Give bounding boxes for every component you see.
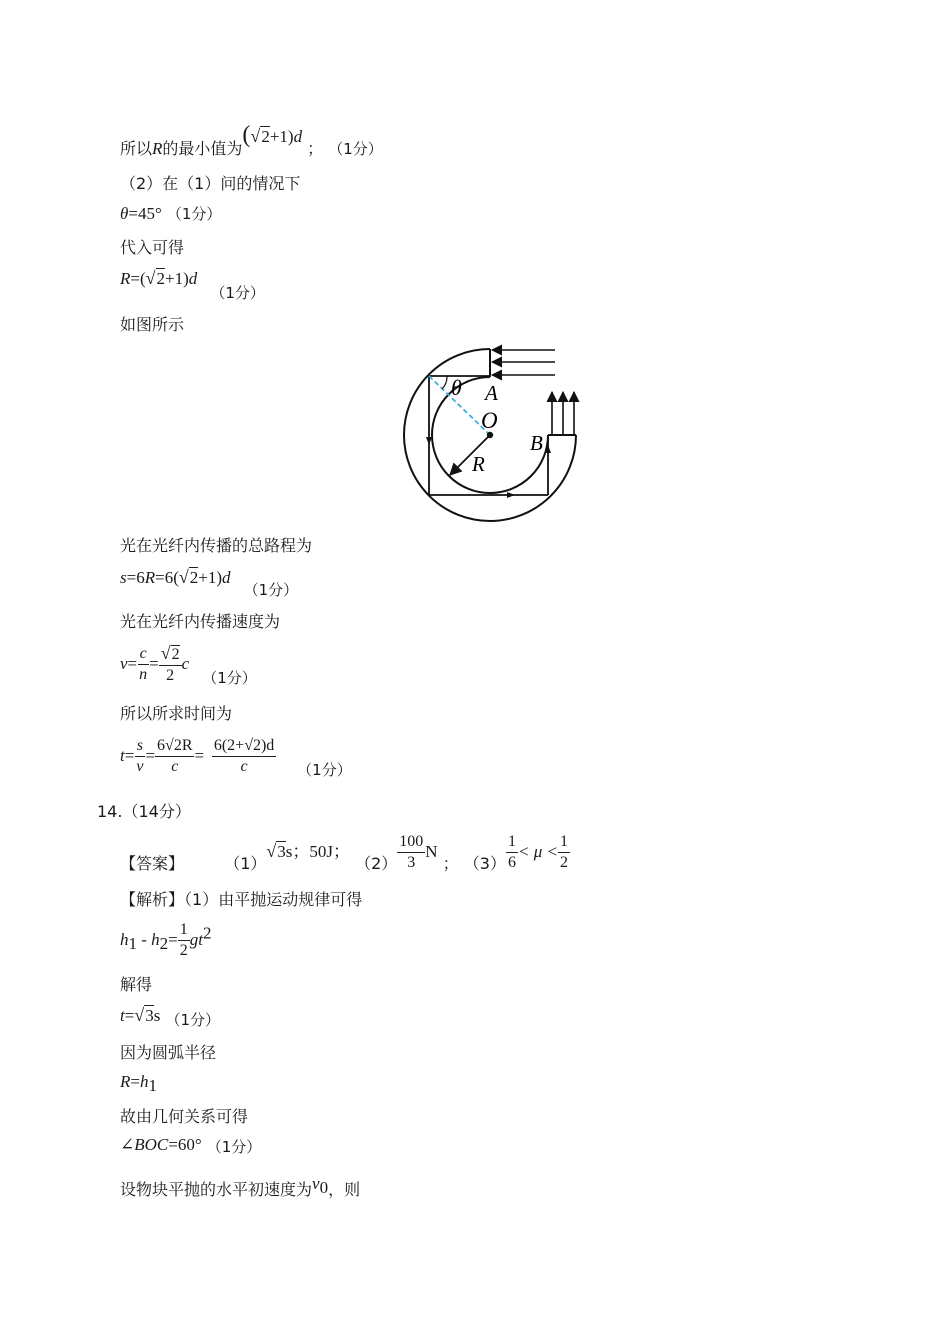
formula-line: θ=45° （1分）	[120, 204, 222, 223]
formula-line: s=6R=6(√2+1)d （1分）	[120, 567, 299, 599]
arrow-left-segment	[426, 437, 432, 445]
formula-line: $h_1 - h_2=$ $\frac{1}{2}$ $gt^2$	[120, 921, 212, 959]
formula-line: t= $\frac{s}{v}$ = $\frac{6√2R}{c}$ = $\frac{6(2+√2)d}{c}$ （1分）	[120, 737, 352, 779]
optical-fiber-figure	[395, 340, 595, 525]
label-a: A	[485, 381, 498, 405]
text-line: 如图所示	[120, 315, 185, 334]
text-line: 因为圆弧半径	[120, 1043, 217, 1062]
label-o: O	[481, 408, 498, 433]
text-line: 代入可得	[120, 238, 185, 257]
formula-line: $R=h_1$	[120, 1072, 157, 1096]
formula-line: t=√3s （1分）	[120, 1005, 220, 1029]
formula-line: v= $\frac{c}{n}$ = $\frac{√2}{2}$ c （1分）	[120, 643, 257, 687]
formula-line: ∠BOC=60° （1分）	[120, 1135, 262, 1156]
text-line: 【解析】（1）由平抛运动规律可得	[120, 890, 363, 909]
answer-line: 【答案】 （1）√3s；50J； （2） $\frac{100}{3}$ N ； （3） $\frac{1}{6}$ < μ < $\frac{1}{2}$	[120, 833, 568, 873]
label-theta: θ	[451, 375, 462, 400]
angle-arc	[442, 376, 447, 389]
text-line: 解得	[120, 975, 153, 994]
outgoing-rays	[552, 392, 574, 435]
text-line: 故由几何关系可得	[120, 1107, 249, 1126]
text-line: （2）在（1）问的情况下	[120, 174, 301, 193]
incoming-rays	[492, 350, 555, 375]
formula-line: R=(√2+1)d （1分）	[120, 268, 265, 302]
text-line: 设物块平抛的水平初速度为$v_0$，则	[120, 1174, 361, 1199]
text-line: 光在光纤内传播速度为	[120, 612, 281, 631]
text-line: 所以R的最小值为(√2+1)d ； （1分）	[120, 122, 383, 158]
question-header: 14.（14分）	[97, 802, 191, 821]
label-r: R	[472, 452, 485, 476]
text-line: 所以所求时间为	[120, 704, 233, 723]
label-b: B	[530, 431, 543, 455]
text-line: 光在光纤内传播的总路程为	[120, 536, 313, 555]
arrow-bottom-segment	[507, 492, 515, 498]
